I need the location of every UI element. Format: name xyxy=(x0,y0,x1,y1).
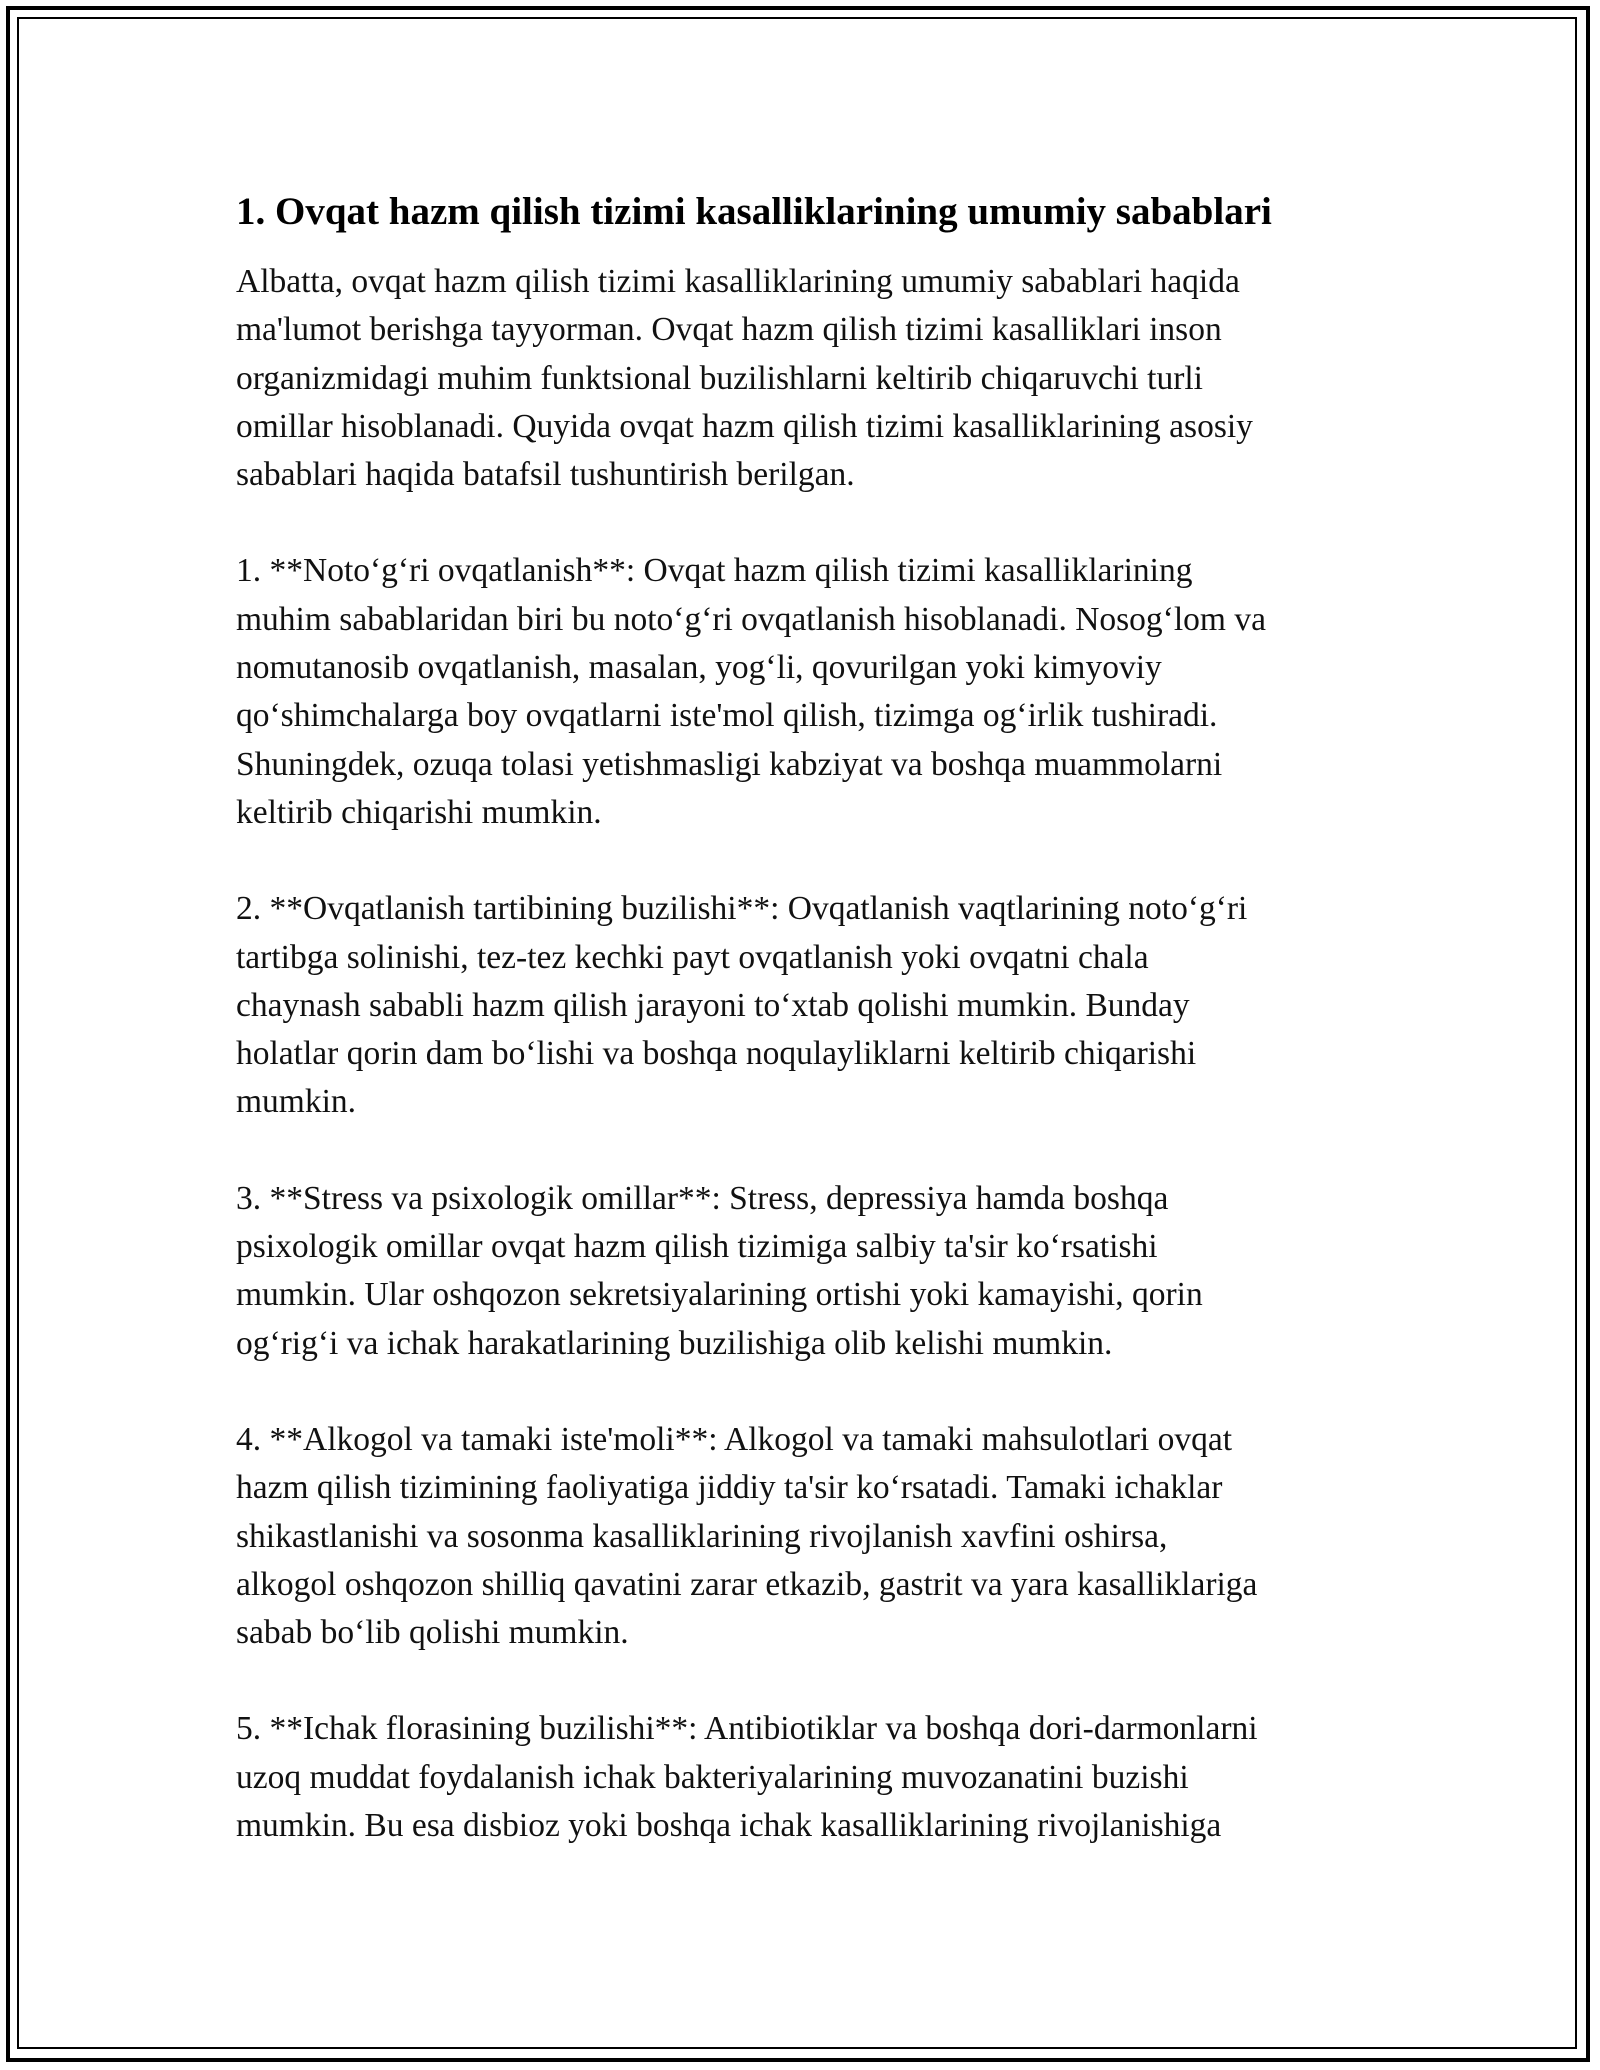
text-line: 5. **Ichak florasining buzilishi**: Antibiotiklar va boshqa dori-darmonlarni xyxy=(236,1710,1258,1748)
text-line: 2. **Ovqatlanish tartibining buzilishi**: Ovqatlanish vaqtlarining noto‘g‘ri xyxy=(236,890,1248,928)
text-line: 4. **Alkogol va tamaki iste'moli**: Alkogol va tamaki mahsulotlari ovqat xyxy=(236,1420,1233,1458)
text-line: keltirib chiqarishi mumkin. xyxy=(236,793,602,831)
list-item-paragraph xyxy=(236,547,1376,837)
text-line: 3. **Stress va psixologik omillar**: Stress, depressiya hamda boshqa xyxy=(236,1179,1169,1217)
list-item-paragraph xyxy=(236,1175,1376,1368)
text-line: sabablari haqida batafsil tushuntirish berilgan. xyxy=(236,456,855,494)
text-line: hazm qilish tizimining faoliyatiga jiddiy ta'sir ko‘rsatadi. Tamaki ichaklar xyxy=(236,1469,1223,1507)
text-line: muhim sabablaridan biri bu noto‘g‘ri ovqatlanish hisoblanadi. Nosog‘lom va xyxy=(236,600,1266,638)
text-line: mumkin. xyxy=(236,1083,357,1121)
text-line: Albatta, ovqat hazm qilish tizimi kasalliklarining umumiy sabablari haqida xyxy=(236,263,1240,300)
text-line: shikastlanishi va sosonma kasalliklarining rivojlanish xavfini oshirsa, xyxy=(236,1517,1168,1555)
document-title: 1. Ovqat hazm qilish tizimi kasalliklarining umumiy sabablari xyxy=(236,190,1272,233)
text-line: uzoq muddat foydalanish ichak bakteriyalarining muvozanatini buzishi xyxy=(236,1758,1189,1796)
text-line: holatlar qorin dam bo‘lishi va boshqa noqulayliklarni keltirib chiqarishi xyxy=(236,1035,1197,1073)
text-line: ma'lumot berishga tayyorman. Ovqat hazm qilish tizimi kasalliklari inson xyxy=(236,311,1222,349)
list-item-paragraph xyxy=(236,885,1376,1126)
text-line: nomutanosib ovqatlanish, masalan, yog‘li, qovurilgan yoki kimyoviy xyxy=(236,649,1162,687)
text-line: psixologik omillar ovqat hazm qilish tizimiga salbiy ta'sir ko‘rsatishi xyxy=(236,1228,1158,1266)
text-line: mumkin. Ular oshqozon sekretsiyalarining ortishi yoki kamayishi, qorin xyxy=(236,1276,1203,1314)
text-line: qo‘shimchalarga boy ovqatlarni iste'mol qilish, tizimga og‘irlik tushiradi. xyxy=(236,697,1218,735)
list-item-paragraph xyxy=(236,1416,1376,1657)
text-line: alkogol oshqozon shilliq qavatini zarar etkazib, gastrit va yara kasalliklariga xyxy=(236,1565,1258,1603)
text-line: Shuningdek, ozuqa tolasi yetishmasligi kabziyat va boshqa muammolarni xyxy=(236,745,1223,783)
document-body xyxy=(236,186,1376,1898)
text-line: sabab bo‘lib qolishi mumkin. xyxy=(236,1614,629,1652)
text-line: organizmidagi muhim funktsional buzilishlarni keltirib chiqaruvchi turli xyxy=(236,359,1203,397)
text-line: mumkin. Bu esa disbioz yoki boshqa ichak kasalliklarining rivojlanishiga xyxy=(236,1807,1222,1845)
list-item-paragraph xyxy=(236,1705,1376,1850)
text-line: 1. **Noto‘g‘ri ovqatlanish**: Ovqat hazm qilish tizimi kasalliklarining xyxy=(236,552,1193,590)
text-line: og‘rig‘i va ichak harakatlarining buzilishiga olib kelishi mumkin. xyxy=(236,1324,1113,1362)
text-line: omillar hisoblanadi. Quyida ovqat hazm qilish tizimi kasalliklarining asosiy xyxy=(236,407,1253,445)
text-line: tartibga solinishi, tez-tez kechki payt ovqatlanish yoki ovqatni chala xyxy=(236,938,1149,976)
intro-paragraph xyxy=(236,258,1376,499)
text-line: chaynash sababli hazm qilish jarayoni to‘xtab qolishi mumkin. Bunday xyxy=(236,986,1190,1024)
